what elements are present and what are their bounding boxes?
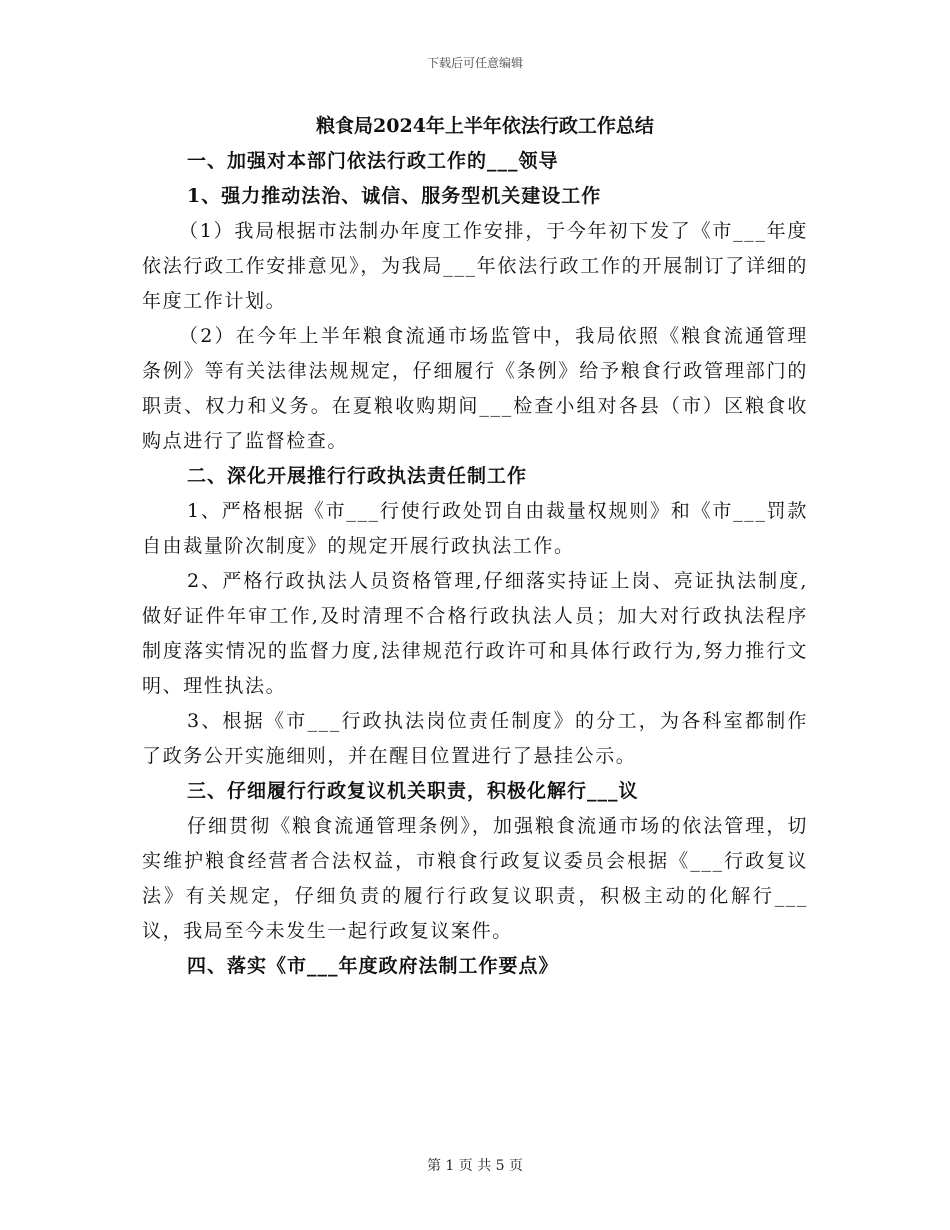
paragraph-1-2: （2）在今年上半年粮食流通市场监管中，我局依照《粮食流通管理条例》等有关法律法规规定，仔细履行《条例》给予粮食行政管理部门的职责、权力和义务。在夏粮收购期间___检查小组对各县（市）区粮食收购点进行了监督检查。 [142, 325, 808, 452]
document-body [142, 108, 808, 984]
section-heading-4: 四、落实《市___年度政府法制工作要点》 [187, 955, 559, 977]
paragraph-1-1: （1）我局根据市法制办年度工作安排，于今年初下发了《市___年度依法行政工作安排意见》，为我局___年依法行政工作的开展制订了详细的年度工作计划。 [142, 220, 808, 312]
paragraph-3-1: 仔细贯彻《粮食流通管理条例》，加强粮食流通市场的依法管理，切实维护粮食经营者合法权益，市粮食行政复议委员会根据《___行政复议法》有关规定，仔细负责的履行行政复议职责，积极主动的化解行___议，我局至今未发生一起行政复议案件。 [142, 815, 808, 942]
section-heading-3: 三、仔细履行行政复议机关职责，积极化解行___议 [187, 780, 639, 802]
paragraph-2-2: 2、严格行政执法人员资格管理,仔细落实持证上岗、亮证执法制度,做好证件年审工作,及时清理不合格行政执法人员；加大对行政执法程序制度落实情况的监督力度,法律规范行政许可和具体行政行为,努力推行文明、理性执法。 [142, 570, 808, 697]
section-heading-2: 二、深化开展推行行政执法责任制工作 [187, 465, 528, 487]
paragraph-2-1: 1、严格根据《市___行使行政处罚自由裁量权规则》和《市___罚款自由裁量阶次制度》的规定开展行政执法工作。 [142, 500, 808, 557]
section-heading-1: 一、加强对本部门依法行政工作的___领导 [187, 150, 559, 172]
header-note: 下载后可任意编辑 [426, 56, 523, 70]
document-title: 粮食局2024年上半年依法行政工作总结 [316, 115, 654, 137]
subsection-heading-1-1: 1、强力推动法治、诚信、服务型机关建设工作 [187, 185, 602, 207]
paragraph-2-3: 3、根据《市___行政执法岗位责任制度》的分工，为各科室都制作了政务公开实施细则，并在醒目位置进行了悬挂公示。 [142, 710, 808, 767]
page-footer: 第 1 页 共 5 页 [426, 1158, 524, 1174]
